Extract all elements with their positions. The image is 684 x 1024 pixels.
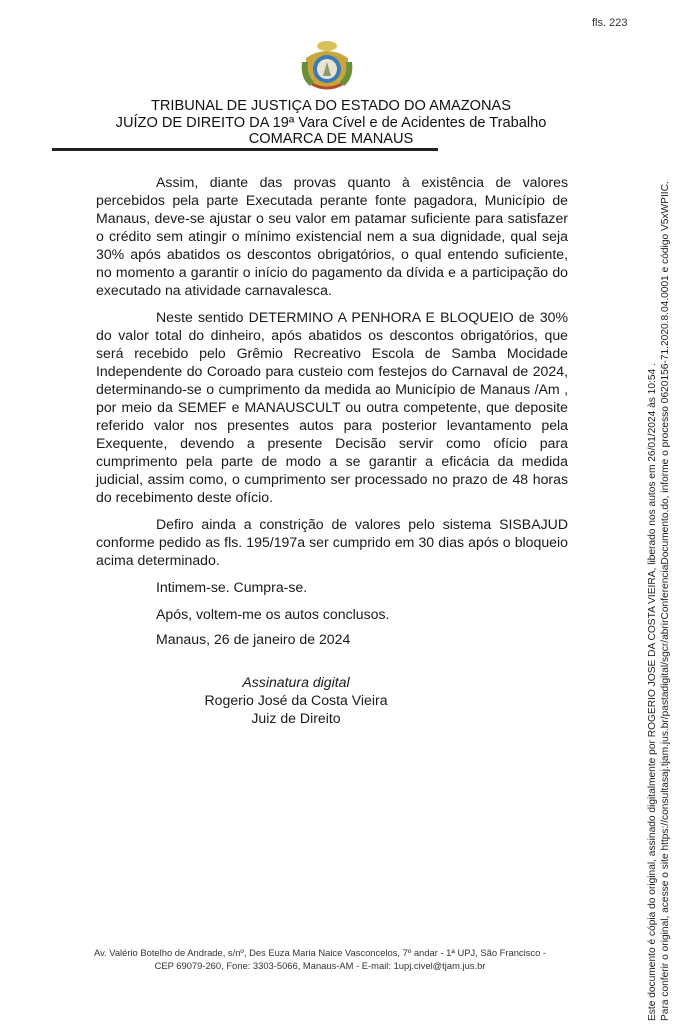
- paragraph-4: Intimem-se. Cumpra-se.: [156, 579, 308, 595]
- paragraph-2: Neste sentido DETERMINO A PENHORA E BLOQUEIO de 30% do valor total do dinheiro, após abatidos os descontos obrigatórios, que será recebido pelo Grêmio Recreativo Escola de Samba Mocidade Independente do Coroado para custeio com festejos do Carnaval de 2024, determinando-se o cumprimento da medida ao Município de Manaus /Am , por meio da SEMEF e MANAUSCULT ou outra competente, que deposite referido valor nos presentes autos para posterior levantamento pela Exequente, devendo a presente Decisão servir como ofício para cumprimento pela parte de modo a se garantir a eficácia da medida judicial, assim como, o cumprimento ser processado no prazo de 48 horas do recebimento deste ofício.: [96, 309, 568, 505]
- signature-label: Assinatura digital: [242, 674, 350, 690]
- footer-address: [40, 946, 600, 972]
- side-stamp-line-1: Este documento é cópia do original, assinado digitalmente por ROGERIO JOSE DA COSTA VIEIRA, liberado nos autos em 26/01/2024 às 10:54 .: [647, 363, 658, 1021]
- decision-body: [96, 173, 568, 632]
- side-stamp-line-2: Para conferir o original, acesse o site https://consultasaj.tjam.jus.br/pastadigital/sgcr/abrirConferenciaDocumento.do, informe o processo 0620156-71.2020.8.04.0001 e código V5xWPIIC.: [660, 181, 671, 1021]
- footer-line-1: Av. Valério Botelho de Andrade, s/nº, Des Euza Maria Naice Vasconcelos, 7º andar - 1ª UPJ, São Francisco -: [93, 947, 547, 958]
- paragraph-5: Após, voltem-me os autos conclusos.: [156, 606, 390, 622]
- date-line: Manaus, 26 de janeiro de 2024: [156, 631, 351, 647]
- court-district: COMARCA DE MANAUS: [248, 131, 414, 147]
- court-division: JUÍZO DE DIREITO DA 19ª Vara Cível e de Acidentes de Trabalho: [115, 114, 547, 131]
- footer-line-2: CEP 69079-260, Fone: 3303-5066, Manaus-AM - E-mail: 1upj.civel@tjam.jus.br: [154, 960, 486, 971]
- court-name: TRIBUNAL DE JUSTIÇA DO ESTADO DO AMAZONAS: [150, 98, 512, 114]
- page-number: fls. 223: [592, 17, 628, 29]
- signer-name: Rogerio José da Costa Vieira: [204, 692, 388, 708]
- side-verification-stamp: [646, 24, 672, 1024]
- paragraph-3: Defiro ainda a constrição de valores pelo sistema SISBAJUD conforme pedido as fls. 195/197a ser cumprido em 30 dias após o bloqueio acima determinado.: [96, 516, 568, 568]
- signature-block: [160, 673, 432, 727]
- header-divider: [52, 148, 438, 151]
- coat-of-arms-seal-icon: [296, 38, 358, 96]
- signer-title: Juiz de Direito: [251, 710, 341, 726]
- document-header: [96, 98, 566, 148]
- paragraph-1: Assim, diante das provas quanto à existência de valores percebidos pela parte Executada perante fonte pagadora, Município de Manaus, deve-se ajustar o seu valor em patamar suficiente para satisfazer o crédito sem atingir o mínimo existencial nem a sua dignidade, qual seja 30% após abatidos os descontos obrigatórios, o qual entendo suficiente, no momento a garantir o início do pagamento da dívida e a participação do executado na atividade carnavalesca.: [96, 174, 568, 298]
